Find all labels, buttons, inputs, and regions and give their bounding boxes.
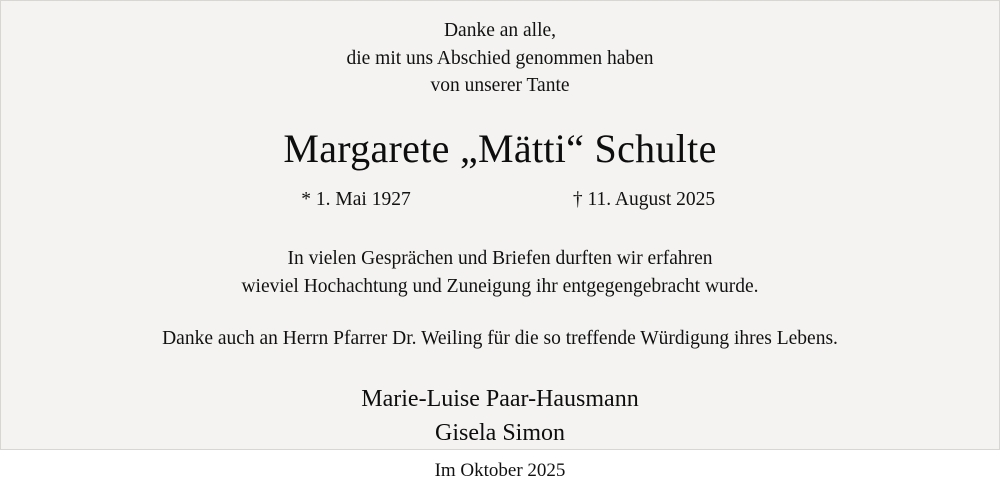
- notice-content: [30, 17, 970, 482]
- signer-1: Marie-Luise Paar-Hausmann: [361, 385, 639, 412]
- intro-block: [30, 17, 970, 100]
- intro-line-1: Danke an alle,: [443, 20, 557, 41]
- death-date: † 11. August 2025: [572, 189, 716, 211]
- thanks-line: Danke auch an Herrn Pfarrer Dr. Weiling für die so treffende Würdigung ihres Lebens.: [162, 327, 838, 349]
- life-dates: [30, 189, 970, 211]
- intro-line-2: die mit uns Abschied genommen haben: [346, 47, 654, 69]
- message-block: [30, 245, 970, 302]
- signers-block: [30, 382, 970, 450]
- message-line-1: In vielen Gesprächen und Briefen durften wir erfahren: [287, 248, 713, 270]
- intro-line-3: von unserer Tante: [430, 75, 570, 97]
- message-line-2: wieviel Hochachtung und Zuneigung ihr entgegengebracht wurde.: [241, 276, 759, 298]
- signer-2: Gisela Simon: [435, 419, 565, 446]
- birth-date: * 1. Mai 1927: [301, 189, 411, 211]
- deceased-name: Margarete „Mätti“ Schulte: [283, 126, 717, 172]
- notice-date: Im Oktober 2025: [434, 460, 566, 482]
